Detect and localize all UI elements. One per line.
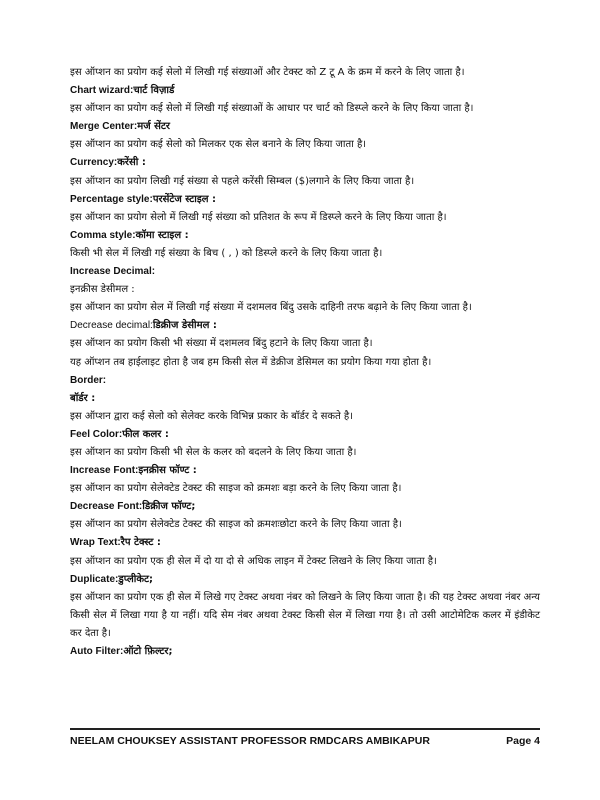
- paragraph: इस ऑप्शन का प्रयोग किसी भी सेल के कलर को बदलने के लिए किया जाता है।: [70, 446, 357, 458]
- heading-english: Currency:: [70, 157, 118, 169]
- section-heading: [70, 154, 540, 172]
- paragraph: इनक्रीस डेसीमल :: [70, 284, 135, 296]
- heading-english: Increase Font:: [70, 465, 139, 477]
- footer-author: NEELAM CHOUKSEY ASSISTANT PROFESSOR RMDCARS AMBIKAPUR: [70, 735, 430, 747]
- heading-english: Increase Decimal:: [70, 266, 156, 278]
- paragraph: इस ऑप्शन का प्रयोग कई सेलो को मिलकर एक सेल बनाने के लिए किया जाता है।: [70, 139, 367, 151]
- section-heading: [70, 191, 540, 209]
- section-heading: [70, 118, 540, 136]
- heading-hindi: रैप टेक्स्ट :: [120, 537, 161, 549]
- heading-english: Duplicate:: [70, 573, 119, 585]
- paragraph: इस ऑप्शन का प्रयोग सेलेक्टेड टेक्स्ट की साइज को क्रमशः बड़ा करने के लिए किया जाता है।: [70, 483, 402, 495]
- paragraph: किसी भी सेल में लिखी गई संख्या के बिच ( , ) को डिस्प्ले करने के लिए किया जाता है।: [70, 247, 383, 259]
- section-heading: [70, 498, 540, 516]
- section-heading: [70, 426, 540, 444]
- heading-hindi: कॉमा स्टाइल :: [135, 229, 189, 241]
- page-number: Page 4: [506, 735, 540, 747]
- paragraph: इस ऑप्शन द्वारा कई सेलो को सेलेक्ट करके विभिन्न प्रकार के बॉर्डर दे सकते है।: [70, 410, 354, 422]
- document-body: [70, 64, 540, 661]
- paragraph: इस ऑप्शन का प्रयोग सेल में लिखी गई संख्या में दशमलव बिंदु उसके दाहिनी तरफ बढ़ाने के लिए किया जाता है।: [70, 302, 472, 314]
- paragraph: यह ऑप्शन तब हाईलाइट होता है जब हम किसी सेल में डेक्रीज डेसिमल का प्रयोग किया गया होता है।: [70, 356, 432, 368]
- paragraph: इस ऑप्शन का प्रयोग लिखी गई संख्या से पहले करेंसी सिम्बल ($)लगाने के लिए किया जाता है।: [70, 175, 415, 187]
- heading-english: Comma style:: [70, 229, 136, 241]
- heading-english: Decrease decimal:: [70, 320, 153, 332]
- heading-hindi: मर्ज सेंटर: [137, 121, 171, 133]
- paragraph: इस ऑप्शन का प्रयोग सेलेक्टेड टेक्स्ट की साइज को क्रमशःछोटा करने के लिए किया जाता है।: [70, 519, 402, 531]
- heading-hindi: फील कलर :: [122, 428, 169, 440]
- heading-english: Feel Color:: [70, 428, 123, 440]
- heading-hindi: ऑटो फ़िल्टर;: [123, 646, 173, 657]
- heading-hindi: चार्ट विज़ार्ड: [133, 85, 175, 97]
- heading-english: Decrease Font:: [70, 501, 143, 513]
- paragraph: इस ऑप्शन का प्रयोग एक ही सेल में दो या दो से अधिक लाइन में टेक्स्ट लिखने के लिए किया जाता है।: [70, 555, 437, 567]
- heading-hindi: परसेंटेज स्टाइल :: [152, 193, 216, 205]
- heading-hindi: डिक्रीज डेसीमल :: [152, 320, 217, 332]
- section-heading: [70, 390, 540, 408]
- heading-hindi: डुप्लीकेट;: [118, 573, 154, 585]
- section-heading: [70, 82, 540, 100]
- heading-english: Percentage style:: [70, 193, 153, 205]
- section-heading: [70, 263, 540, 281]
- heading-hindi: डिक्रीज फॉण्ट;: [142, 501, 196, 513]
- section-heading: [70, 643, 540, 661]
- paragraph: इस ऑप्शन का प्रयोग एक ही सेल में लिखे गए टेक्स्ट अथवा नंबर को लिखने के लिए किया जाता है। की यह टेक्स्ट अथवा नंबर अन्य किसी सेल में लिखा गया है या नहीं। यदि सेम नंबर अथवा टेक्स्ट किसी सेल में लिखा गया है। तो उसी आटोमेटिक कलर में इंडीकेट कर देता है।: [70, 591, 540, 639]
- paragraph: इस ऑप्शन का प्रयोग सेलो में लिखी गई संख्या को प्रतिशत के रूप में डिस्प्ले करने के लिए किया जाता है।: [70, 211, 447, 223]
- paragraph: इस ऑप्शन का प्रयोग कई सेलो में लिखी गई संख्याओं के आधार पर चार्ट को डिस्प्ले करने के लिए किया जाता है।: [70, 103, 474, 115]
- section-heading: [70, 462, 540, 480]
- heading-hindi: इनक्रीस फॉण्ट :: [138, 465, 197, 477]
- section-heading: [70, 317, 540, 335]
- page-footer: [70, 728, 540, 747]
- paragraph: इस ऑप्शन का प्रयोग कई सेलो में लिखी गई संख्याओं और टेक्स्ट को Z टू A के क्रम में करने के लिए जाता है।: [70, 67, 465, 78]
- heading-english: Border:: [70, 374, 107, 386]
- paragraph: इस ऑप्शन का प्रयोग किसी भी संख्या में दशमलव बिंदु हटाने के लिए किया जाता है।: [70, 338, 373, 350]
- heading-hindi: करेंसी :: [117, 157, 146, 169]
- heading-english: Wrap Text:: [70, 537, 121, 549]
- heading-english: Chart wizard:: [70, 85, 134, 97]
- heading-english: Auto Filter:: [70, 646, 124, 657]
- heading-hindi: बॉर्डर :: [70, 392, 96, 404]
- section-heading: [70, 227, 540, 245]
- section-heading: [70, 372, 540, 390]
- heading-english: Merge Center:: [70, 121, 138, 133]
- section-heading: [70, 534, 540, 552]
- section-heading: [70, 571, 540, 589]
